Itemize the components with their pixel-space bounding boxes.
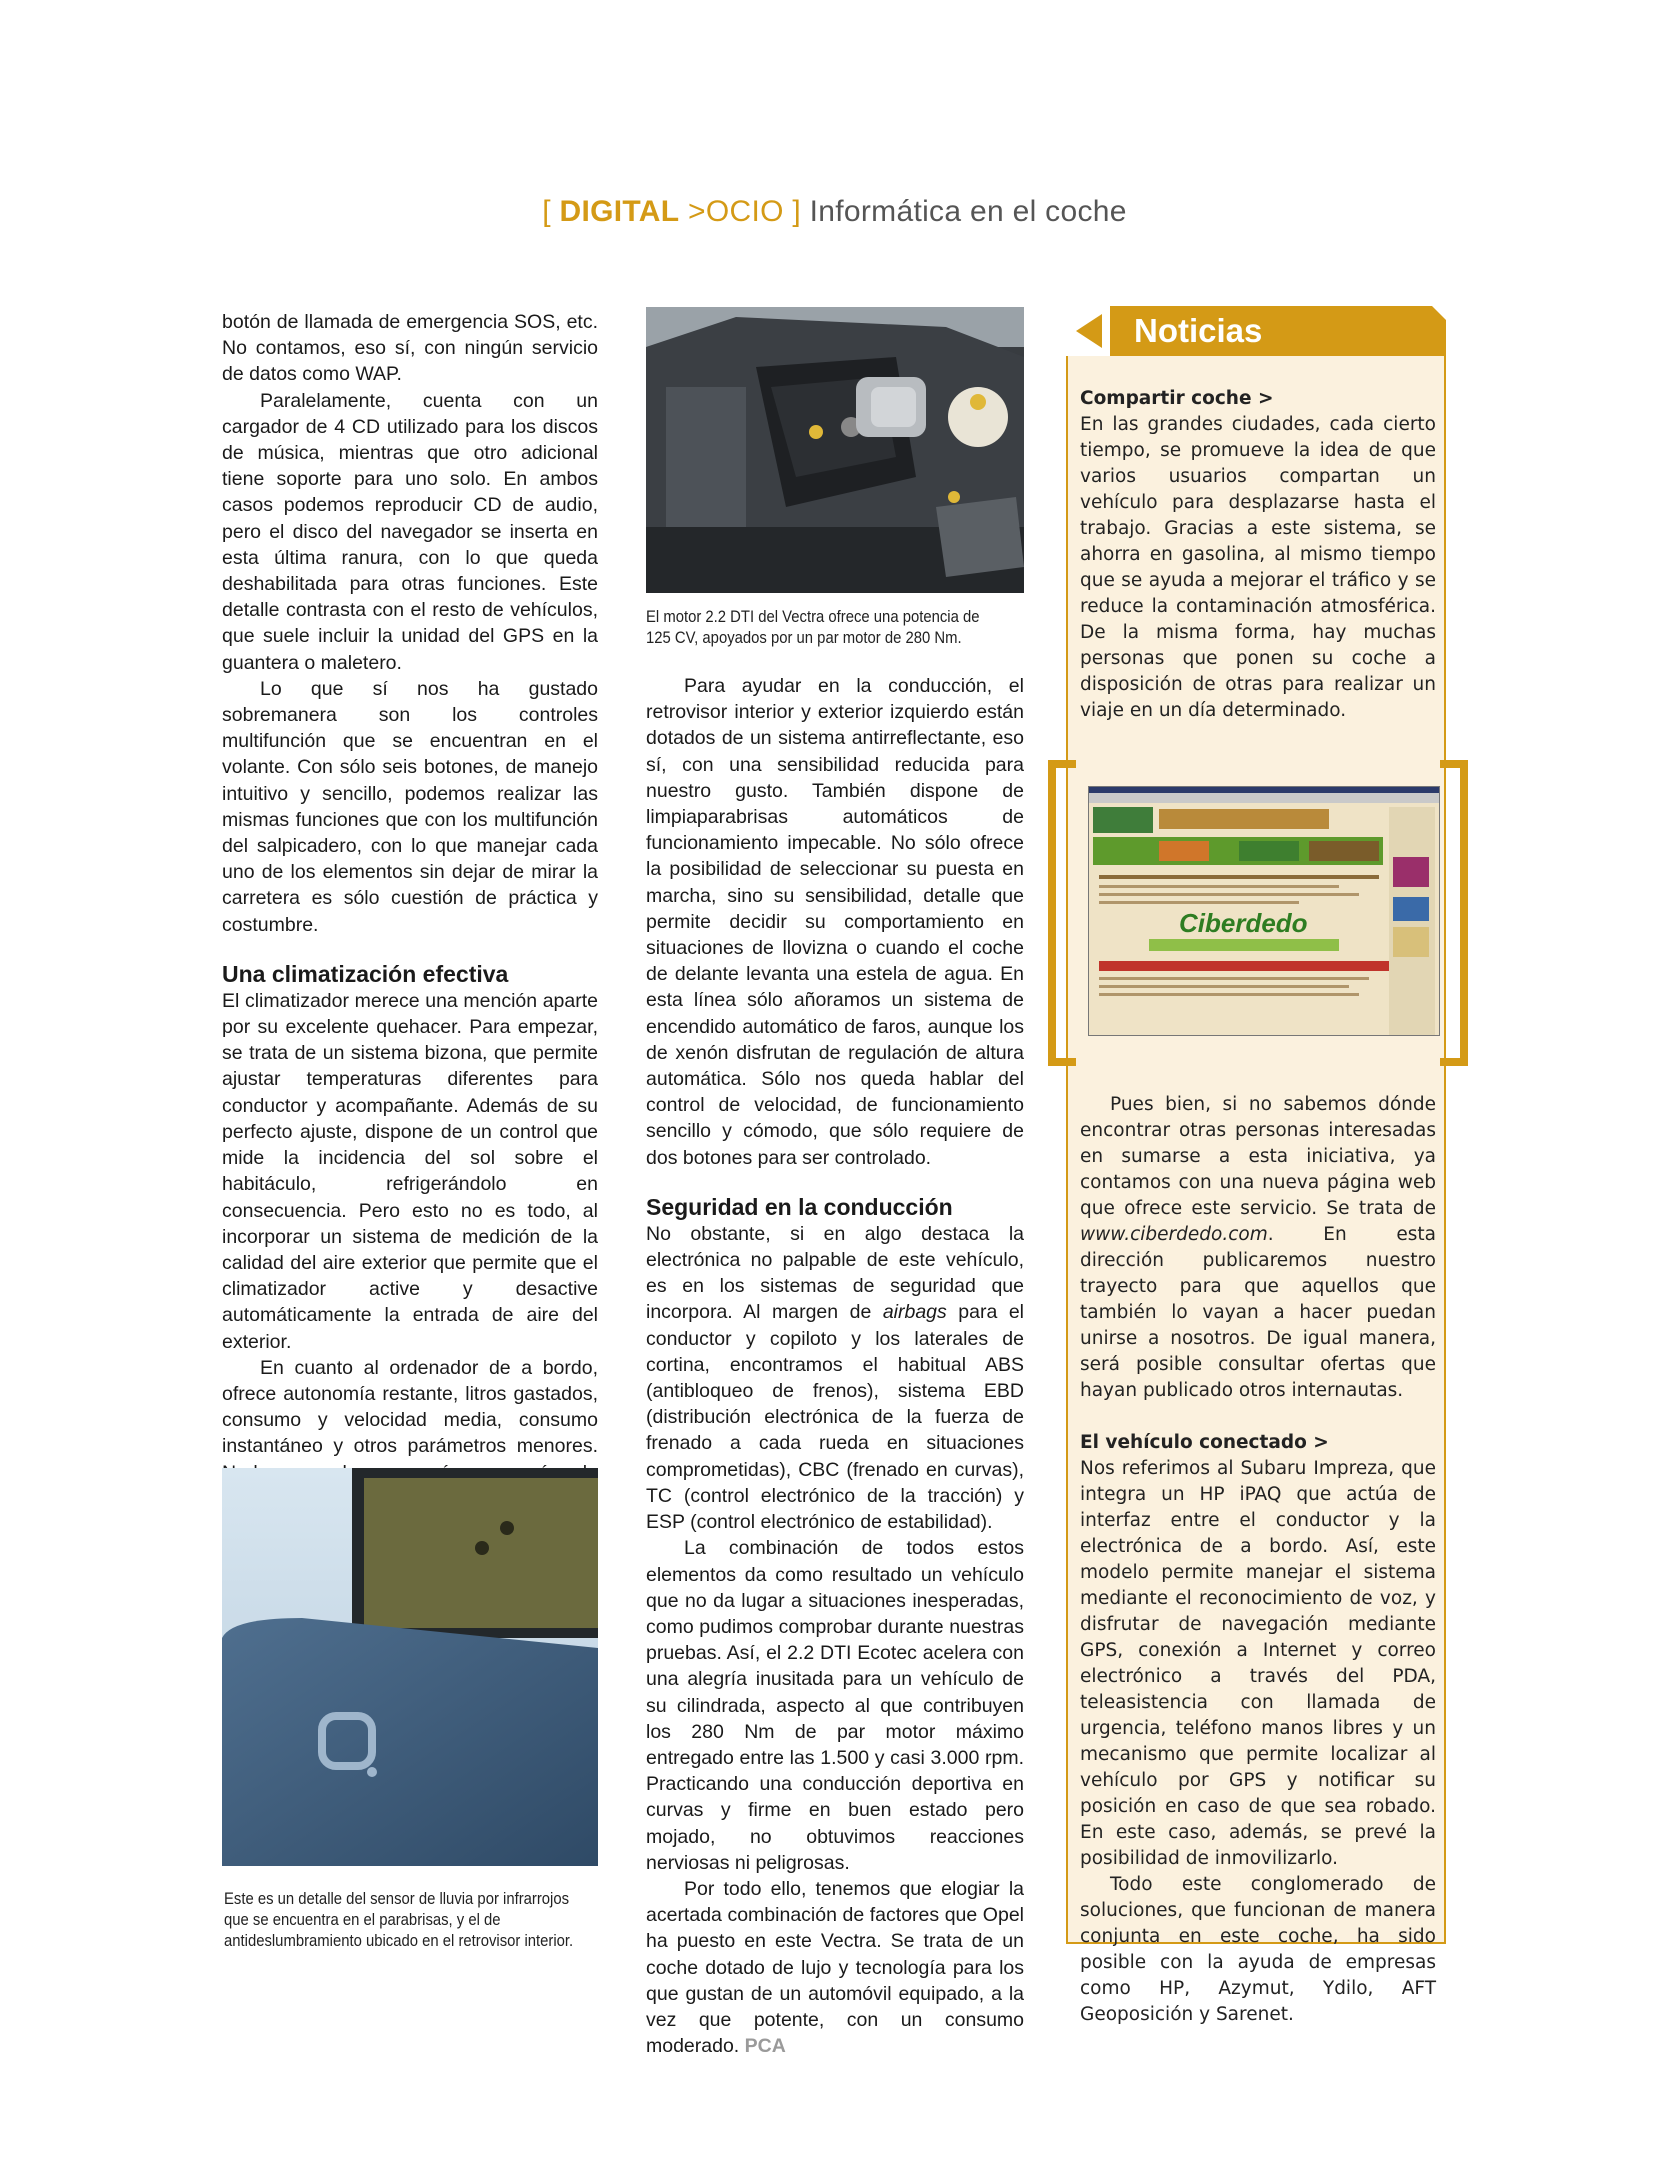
header-title: Informática en el coche	[809, 195, 1127, 228]
header-section: DIGITAL	[559, 195, 680, 228]
paragraph: La combinación de todos estos elementos da como resultado un vehículo que no da lugar a situaciones inesperadas, como pudimos comprobar durante nuestras pruebas. Así, el 2.2 DTI Ecotec acelera con una alegría inusitada para un vehículo de su cilindrada, aspecto al que contribuyen los 280 Nm de par motor máximo entregado entre las 1.500 y casi 3.000 rpm. Practicando una conducción deportiva en curvas y firme en buen estado pero mojado, no obtuvimos reacciones nerviosas ni peligrosas.	[646, 1537, 1024, 1874]
section-heading-climatizacion: Una climatización efectiva	[222, 960, 509, 987]
engine-photo	[646, 307, 1024, 593]
sidebar-title: Noticias	[1134, 312, 1263, 349]
header-arrow: >	[688, 195, 706, 228]
sidebar-section-web	[1080, 1092, 1436, 2028]
paragraph: Para ayudar en la conducción, el retrovisor interior y exterior izquierdo están dotados de un sistema antirreflectante, eso sí, con una sensibilidad reducida para nuestro gusto. También dispone de limpiaparabrisas automáticos de funcionamiento impecable. No sólo ofrece la posibilidad de seleccionar su puesta en marcha, sino su sensibilidad, detalle que permite decidir su comportamiento en situaciones de llovizna o cuando el coche de delante levanta una estela de agua. En esta línea sólo añoramos un sistema de encendido automático de faros, aunque los de xenón disfrutan de regulación de altura automática. Sólo nos queda hablar del control de velocidad, de funcionamiento sencillo y cómodo, que sólo requiere de dos botones para ser controlado.	[646, 675, 1024, 1169]
paragraph: El climatizador merece una mención aparte por su excelente quehacer. Para empezar, se trata de un sistema bizona, que permite ajustar temperaturas diferentes para conductor y acompañante. Además de su perfecto ajuste, dispone de un control que mide la incidencia del sol sobre el habitáculo, refrigerándolo en consecuencia. Pero esto no es todo, al incorporar un sistema de medición de la calidad del aire exterior que permite que el climatizador active y desactive automáticamente la entrada de aire del exterior.	[222, 989, 598, 1353]
corner-cut-icon	[1432, 306, 1450, 324]
sidebar-header	[1066, 306, 1446, 356]
paragraph: Todo este conglomerado de soluciones, que funcionan de manera conjunta en este coche, ha sido posible con la ayuda de empresas como HP, Azymut, Ydilo, AFT Geoposición y Sarenet.	[1080, 1874, 1436, 2025]
header-subsection: OCIO	[705, 195, 784, 228]
sidebar-section-compartir	[1080, 386, 1436, 724]
header-open-bracket: [	[542, 195, 551, 228]
sidebar-subheading: Compartir coche >	[1080, 388, 1274, 409]
author-signature: PCA	[744, 2035, 786, 2058]
paragraph: En cuanto al ordenador de a bordo, ofrece autonomía restante, litros gastados, consumo y velocidad media, consumo instantáneo y otros parámetros menores.	[222, 1356, 598, 1458]
article-column-2	[646, 673, 1024, 2059]
rain-sensor-photo	[222, 1468, 598, 1866]
engine-photo-caption: El motor 2.2 DTI del Vectra ofrece una potencia de 125 CV, apoyados por un par motor de 280 Nm.	[646, 608, 980, 647]
section-header	[0, 195, 1669, 229]
paragraph: No obstante, si en algo destaca la electrónica no palpable de este vehículo, es en los sistemas de seguridad que incorpora. Al margen de airbags para el conductor y copiloto y los laterales de cortina, encontramos el habitual ABS (antibloqueo de frenos), sistema EBD (distribución electrónica de la fuerza de frenado a cada rueda en situaciones comprometidas), CBC (frenado en curvas), TC (control electrónico de la tracción) y ESP (control electrónico de estabilidad).	[646, 1222, 1024, 1534]
bracket-right	[1440, 760, 1468, 1066]
sidebar-subheading: El vehículo conectado >	[1080, 1432, 1329, 1453]
paragraph: Por todo ello, tenemos que elogiar la acertada combinación de factores que Opel ha puesto en este Vectra. Se trata de un coche dotado de lujo y tecnología para los que gustan de un automóvil equipado, a la vez que potente, con un consumo moderado. PCA	[646, 1877, 1024, 2058]
paragraph: Paralelamente, cuenta con un cargador de 4 CD utilizado para los discos de música, mientras que otro adicional tiene soporte para uno solo. En ambos casos podemos reproducir CD de audio, pero el disco del navegador se inserta en esta última ranura, con lo que queda deshabilitada para otras funciones. Este detalle contrasta con el resto de vehículos, que suele incluir la unidad del GPS en la guantera o maletero.	[222, 389, 598, 674]
header-close-bracket: ]	[792, 195, 802, 228]
website-logo: Ciberdedo	[1179, 908, 1308, 938]
emphasis-airbags: airbags	[882, 1301, 947, 1324]
paragraph: Pues bien, si no sabemos dónde encontrar otras personas interesadas en sumarse a esta iniciativa, ya contamos con una nueva página web que ofrece este servicio. Se trata de www.ciberdedo.com. En esta dirección publicaremos nuestro trayecto para que aquellos que también lo vayan a hacer puedan unirse a nosotros. De igual manera, será posible consultar ofertas que hayan publicado otros internautas.	[1080, 1094, 1436, 1401]
article-column-1	[222, 309, 598, 1564]
website-url[interactable]: www.ciberdedo.com	[1080, 1224, 1268, 1245]
bracket-left	[1048, 760, 1076, 1066]
rain-sensor-caption: Este es un detalle del sensor de lluvia por infrarrojos que se encuentra en el parabrisas, y el de antideslumbramiento ubicado en el retrovisor interior.	[224, 1890, 574, 1950]
section-heading-seguridad: Seguridad en la conducción	[646, 1193, 953, 1220]
paragraph: Nos referimos al Subaru Impreza, que integra un HP iPAQ que actúa de interfaz entre el conductor y la electrónica de a bordo. Así, este modelo permite manejar el sistema mediante el reconocimiento de voz, y disfrutar de navegación mediante GPS, conexión a Internet y correo electrónico a través del PDA, teleasistencia con llamada de urgencia, teléfono manos libres y un mecanismo que permite localizar al vehículo por GPS y notificar su posición en caso de que sea robado. En este caso, además, se prevé la posibilidad de inmovilizarlo.	[1080, 1458, 1436, 1869]
paragraph: En las grandes ciudades, cada cierto tiempo, se promueve la idea de que varios usuarios compartan un vehículo para desplazarse hasta el trabajo. Gracias a este sistema, se ahorra en gasolina, al mismo tiempo que se ayuda a mejorar el tráfico y se reduce la contaminación atmosférica. De la misma forma, hay muchas personas que ponen su coche a disposición de otras para realizar un viaje en un día determinado.	[1080, 414, 1436, 721]
paragraph: botón de llamada de emergencia SOS, etc. No contamos, eso sí, con ningún servicio de datos como WAP.	[222, 311, 598, 386]
paragraph: Lo que sí nos ha gustado sobremanera son los controles multifunción que se encuentran en el volante. Con sólo seis botones, de manejo intuitivo y sencillo, podemos realizar las mismas funciones que con los multifunción del salpicadero, con lo que manejar cada uno de los elementos sin dejar de mirar la carretera es sólo cuestión de práctica y costumbre.	[222, 677, 598, 936]
arrow-left-icon	[1066, 306, 1114, 356]
website-screenshot	[1088, 786, 1440, 1036]
